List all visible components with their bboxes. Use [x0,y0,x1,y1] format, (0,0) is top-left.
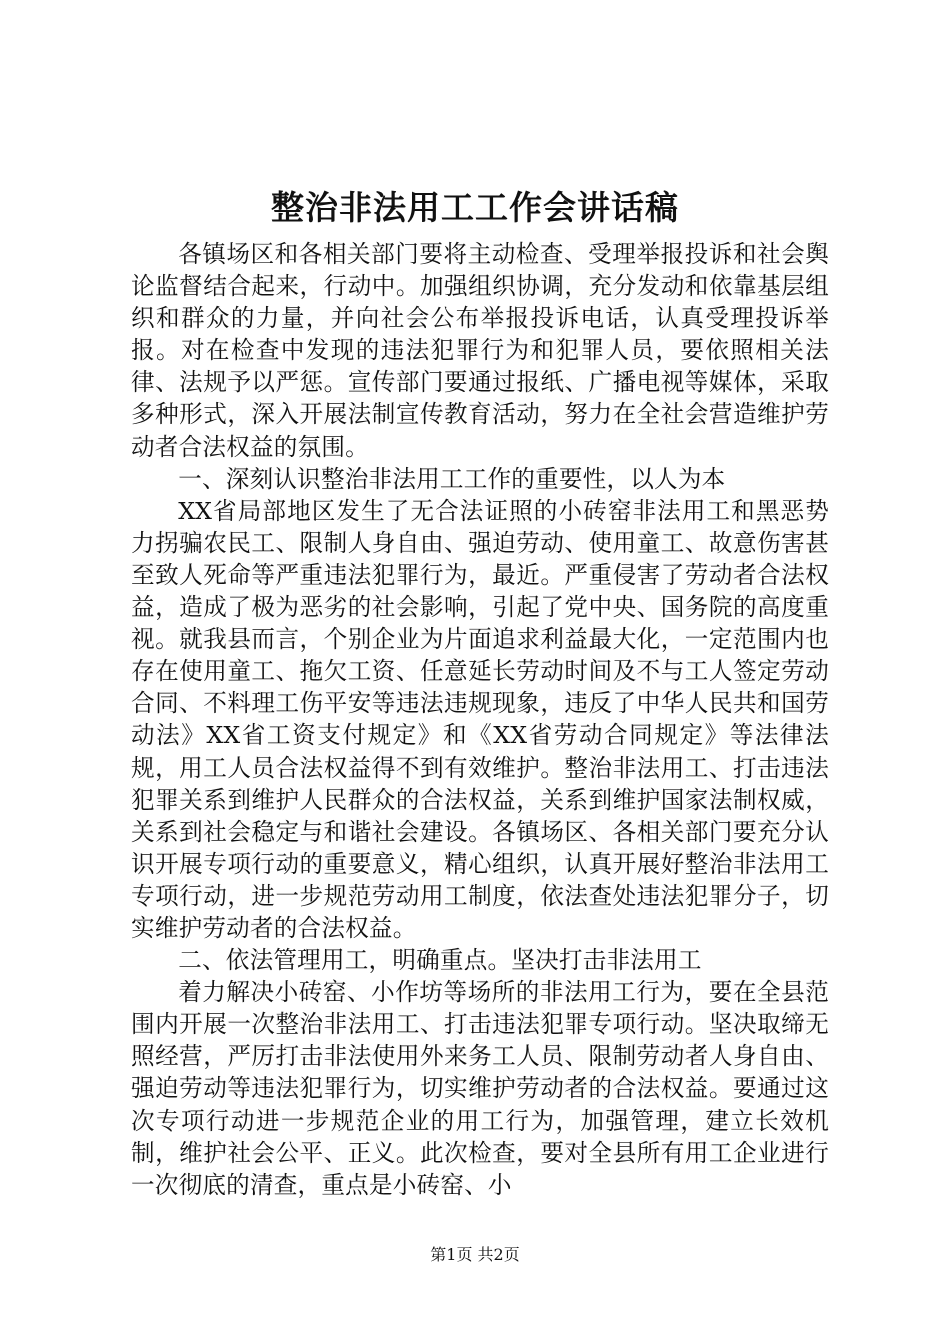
paragraph-intro: 各镇场区和各相关部门要将主动检查、受理举报投诉和社会舆论监督结合起来，行动中。加强组织协调，充分发动和依靠基层组织和群众的力量，并向社会公布举报投诉电话，认真受理投诉举报。对在检查中发现的违法犯罪行为和犯罪人员，要依照相关法律、法规予以严惩。宣传部门要通过报纸、广播电视等媒体，采取多种形式，深入开展法制宣传教育活动，努力在全社会营造维护劳动者合法权益的氛围。 [131,240,829,461]
paragraph-section-1: XX省局部地区发生了无合法证照的小砖窑非法用工和黑恶势力拐骗农民工、限制人身自由、强迫劳动、使用童工、故意伤害甚至致人死命等严重违法犯罪行为，最近。严重侵害了劳动者合法权益，造成了极为恶劣的社会影响，引起了党中央、国务院的高度重视。就我县而言，个别企业为片面追求利益最大化，一定范围内也存在使用童工、拖欠工资、任意延长劳动时间及不与工人签定劳动合同、不料理工伤平安等违法违规现象，违反了中华人民共和国劳动法》XX省工资支付规定》和《XX省劳动合同规定》等法律法规，用工人员合法权益得不到有效维护。整治非法用工、打击违法犯罪关系到维护人民群众的合法权益，关系到维护国家法制权威，关系到社会稳定与和谐社会建设。各镇场区、各相关部门要充分认识开展专项行动的重要意义，精心组织，认真开展好整治非法用工专项行动，进一步规范劳动用工制度，依法查处违法犯罪分子，切实维护劳动者的合法权益。 [131,496,829,942]
paragraph-section-2: 着力解决小砖窑、小作坊等场所的非法用工行为，要在全县范围内开展一次整治非法用工、打击违法犯罪专项行动。坚决取缔无照经营，严厉打击非法使用外来务工人员、限制劳动者人身自由、强迫劳动等违法犯罪行为，切实维护劳动者的合法权益。要通过这次专项行动进一步规范企业的用工行为，加强管理，建立长效机制，维护社会公平、正义。此次检查，要对全县所有用工企业进行一次彻底的清查，重点是小砖窑、小 [131,978,829,1199]
document-title: 整治非法用工工作会讲话稿 [271,188,679,227]
page-footer: 第1页 共2页 [430,1245,520,1264]
section-heading-2: 二、依法管理用工，明确重点。坚决打击非法用工 [178,946,702,975]
document-body [131,238,829,1201]
section-heading-1: 一、深刻认识整治非法用工工作的重要性，以人为本 [178,464,726,493]
